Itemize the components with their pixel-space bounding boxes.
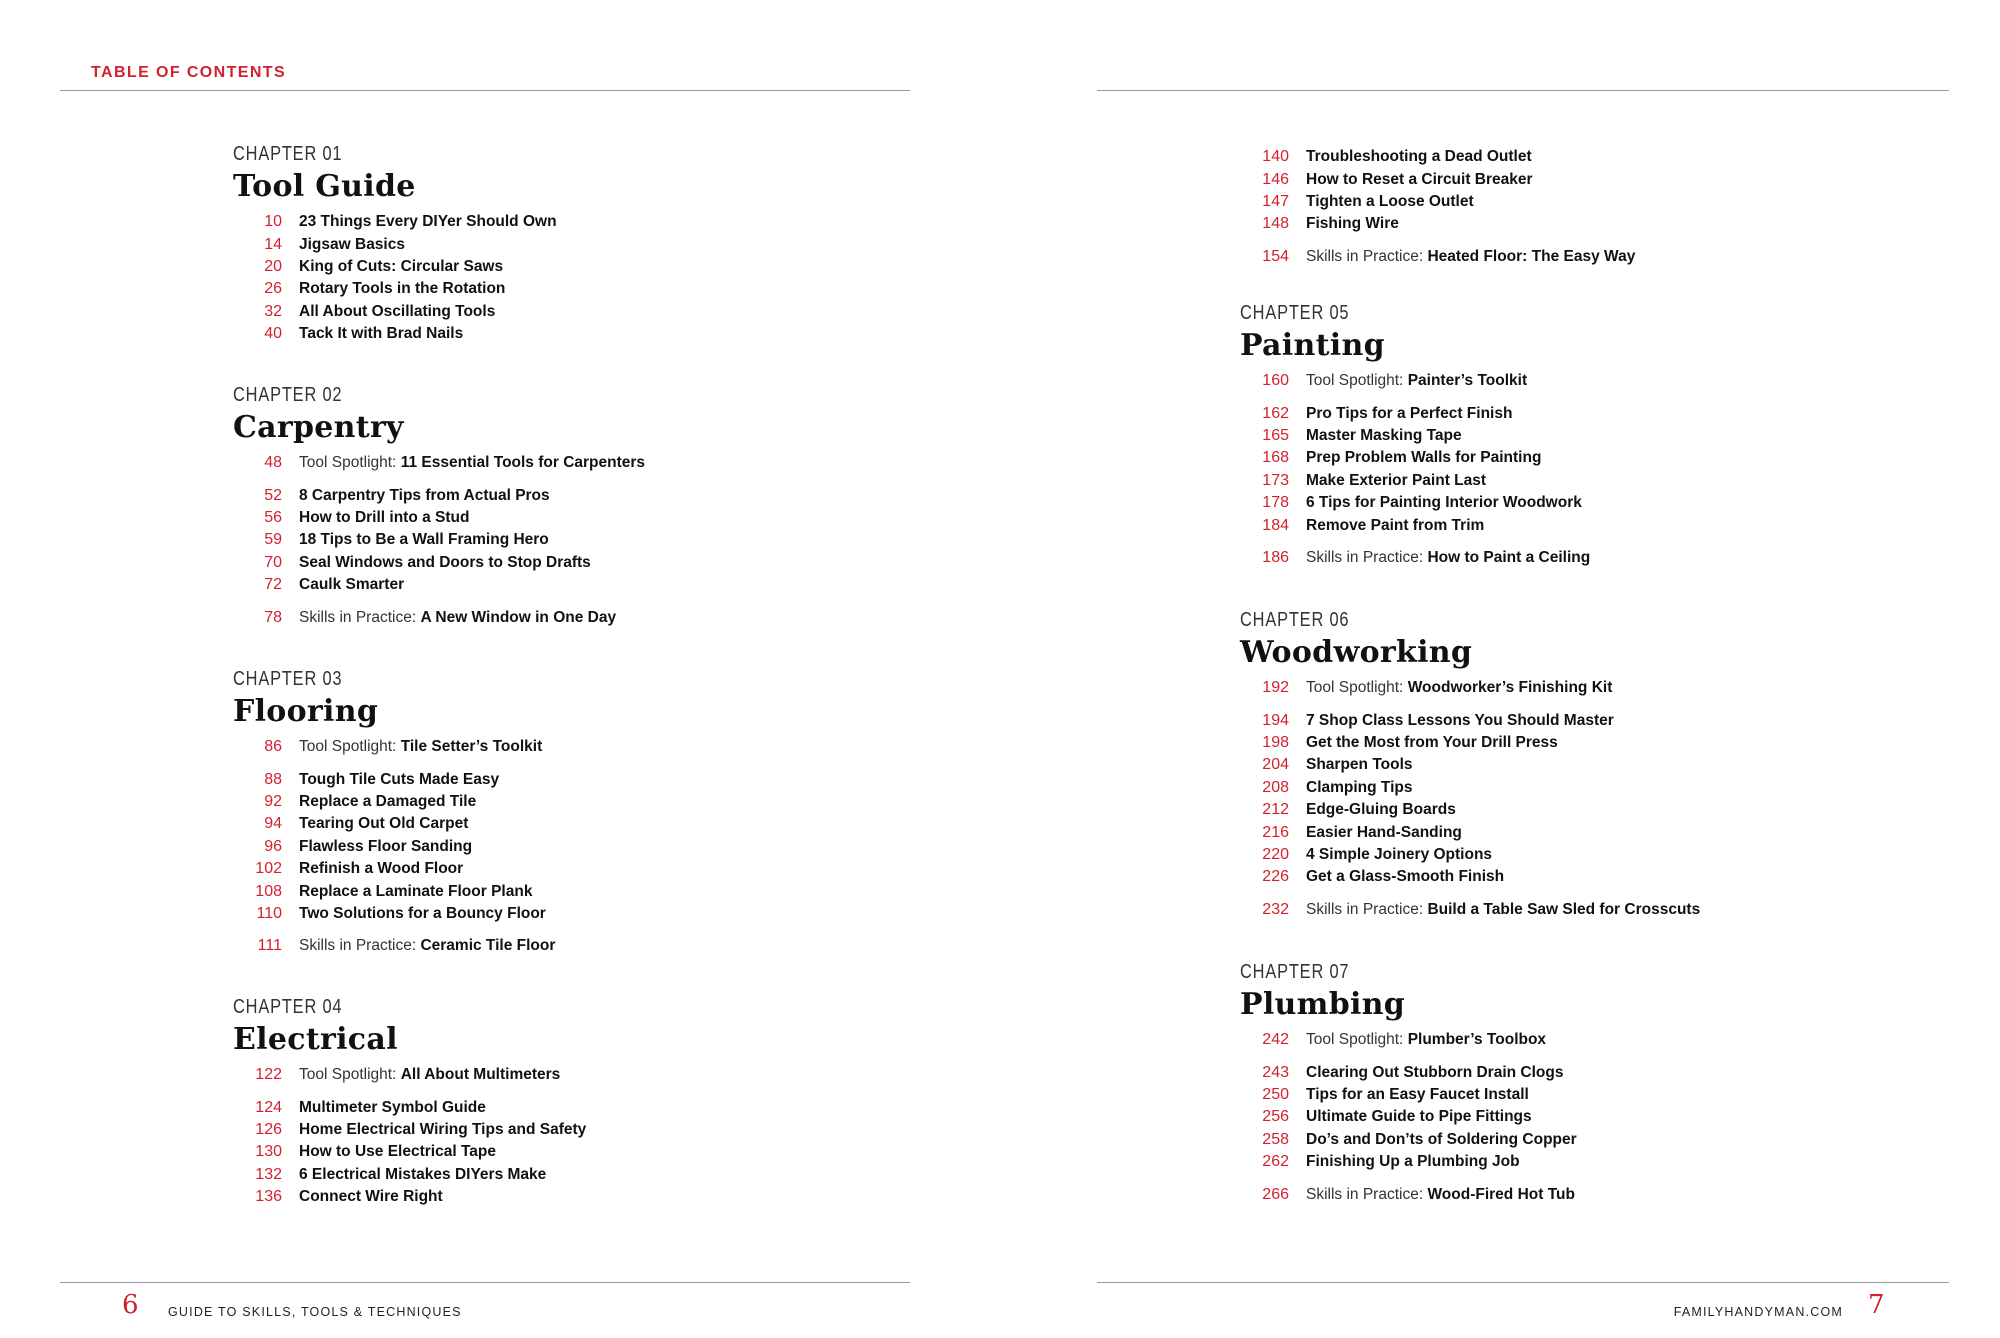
toc-entry[interactable] [233, 935, 555, 957]
entry-title [1306, 449, 1541, 467]
toc-entry[interactable] [1240, 1151, 1577, 1173]
entry-text: Replace a Damaged Tile [299, 792, 477, 810]
entry-text: 4 Simple Joinery Options [1306, 845, 1493, 863]
entry-page-number: 192 [1262, 679, 1289, 697]
toc-entry[interactable] [233, 1186, 586, 1208]
entry-text: Seal Windows and Doors to Stop Drafts [299, 553, 591, 571]
entry-text: Caulk Smarter [299, 576, 405, 594]
entry-list [233, 1064, 586, 1208]
toc-entry[interactable] [233, 736, 555, 758]
entry-page-number: 148 [1262, 215, 1289, 233]
toc-entry[interactable] [1240, 168, 1635, 190]
entry-title [1306, 517, 1484, 535]
toc-entry[interactable] [1240, 470, 1590, 492]
entry-text: 7 Shop Class Lessons You Should Master [1306, 711, 1614, 729]
entry-text: How to Paint a Ceiling [1427, 548, 1591, 566]
entry-page-number: 10 [264, 213, 282, 231]
entry-text: Easier Hand-Sanding [1306, 823, 1462, 841]
top-rule-right [1097, 90, 1949, 91]
entry-page-number: 52 [264, 486, 282, 504]
toc-entry[interactable] [233, 836, 555, 858]
entry-text: Ultimate Guide to Pipe Fittings [1306, 1108, 1532, 1126]
entry-prefix: Skills in Practice: [1306, 548, 1428, 566]
entry-title [1306, 756, 1413, 774]
entry-text: Build a Table Saw Sled for Crosscuts [1427, 900, 1701, 918]
entry-page-number: 258 [1262, 1130, 1289, 1148]
entry-list [1240, 1029, 1577, 1206]
entry-page-number: 173 [1262, 471, 1289, 489]
entry-title [299, 815, 468, 833]
entry-text: King of Cuts: Circular Saws [299, 257, 504, 275]
chapter-05 [1240, 302, 1590, 569]
entry-page-number: 56 [264, 508, 282, 526]
entry-text: Tough Tile Cuts Made Easy [299, 770, 500, 788]
toc-entry[interactable] [1240, 1106, 1577, 1128]
chapter-03 [233, 668, 555, 958]
entry-list [233, 452, 645, 629]
entry-text: Get a Glass-Smooth Finish [1306, 868, 1505, 886]
entry-title [1306, 427, 1462, 445]
toc-entry[interactable] [1240, 1183, 1577, 1205]
entry-text: All About Multimeters [400, 1066, 561, 1084]
entry-title [1306, 679, 1612, 697]
entry-title [1306, 193, 1474, 211]
toc-entry[interactable] [1240, 547, 1590, 569]
entry-page-number: 262 [1262, 1153, 1289, 1171]
entry-page-number: 216 [1262, 823, 1289, 841]
chapter-label: CHAPTER 01 [233, 143, 343, 165]
entry-text: 8 Carpentry Tips from Actual Pros [299, 486, 550, 504]
entry-title [1306, 779, 1413, 797]
entry-text: Do’s and Don’ts of Soldering Copper [1306, 1130, 1577, 1148]
entry-title [299, 325, 463, 343]
chapter-label: CHAPTER 04 [233, 996, 343, 1018]
entry-text: Clamping Tips [1306, 778, 1413, 796]
entry-text: Prep Problem Walls for Painting [1306, 449, 1542, 467]
entry-page-number: 40 [264, 325, 282, 343]
entry-text: Replace a Laminate Floor Plank [299, 882, 533, 900]
entry-title [299, 213, 557, 231]
entry-title [299, 905, 546, 923]
entry-text: Troubleshooting a Dead Outlet [1306, 148, 1532, 166]
toc-entry[interactable] [1240, 821, 1700, 843]
entry-text: Master Masking Tape [1306, 426, 1462, 444]
bottom-rule-left [60, 1282, 910, 1283]
chapter-label: CHAPTER 06 [1240, 609, 1350, 631]
entry-page-number: 184 [1262, 516, 1289, 534]
toc-entry[interactable] [1240, 799, 1700, 821]
entry-page-number: 250 [1262, 1085, 1289, 1103]
toc-entry[interactable] [233, 606, 645, 628]
toc-entry[interactable] [1240, 213, 1635, 235]
bottom-rule-right [1097, 1282, 1949, 1283]
toc-entry[interactable] [233, 301, 557, 323]
entry-page-number: 194 [1262, 711, 1289, 729]
entry-prefix: Tool Spotlight: [299, 738, 401, 756]
toc-heading: TABLE OF CONTENTS [91, 64, 287, 81]
entry-text: Edge-Gluing Boards [1306, 801, 1456, 819]
entry-text: Tighten a Loose Outlet [1306, 192, 1474, 210]
entry-title [1306, 171, 1533, 189]
entry-page-number: 232 [1262, 900, 1289, 918]
entry-page-number: 242 [1262, 1031, 1289, 1049]
entry-title [1306, 494, 1582, 512]
entry-text: How to Drill into a Stud [299, 508, 470, 526]
entry-title [1306, 734, 1558, 752]
toc-entry[interactable] [233, 233, 557, 255]
entry-text: Rotary Tools in the Rotation [299, 280, 506, 298]
entry-list [1240, 146, 1635, 268]
entry-text: Jigsaw Basics [299, 235, 405, 253]
chapter-label: CHAPTER 03 [233, 668, 343, 690]
entry-title [1306, 712, 1614, 730]
toc-entry[interactable] [233, 1141, 586, 1163]
toc-entry[interactable] [233, 452, 645, 474]
entry-text: How to Use Electrical Tape [299, 1143, 496, 1161]
chapter-label: CHAPTER 07 [1240, 961, 1350, 983]
toc-entry[interactable] [233, 484, 645, 506]
entry-text: Tearing Out Old Carpet [299, 815, 469, 833]
entry-page-number: 88 [264, 770, 282, 788]
entry-list [1240, 677, 1700, 921]
entry-text: Tack It with Brad Nails [299, 325, 464, 343]
entry-title [1306, 372, 1527, 390]
entry-text: Get the Most from Your Drill Press [1306, 733, 1558, 751]
entry-title [299, 883, 532, 901]
entry-title [1306, 824, 1462, 842]
entry-page-number: 132 [255, 1165, 282, 1183]
entry-title [299, 609, 616, 627]
footer-guide-title: GUIDE TO SKILLS, TOOLS & TECHNIQUES [168, 1305, 462, 1319]
toc-entry[interactable] [233, 858, 555, 880]
entry-text: A New Window in One Day [420, 608, 617, 626]
toc-entry[interactable] [233, 1119, 586, 1141]
chapter-07 [1240, 961, 1577, 1206]
entry-page-number: 136 [255, 1188, 282, 1206]
entry-page-number: 72 [264, 576, 282, 594]
toc-entry[interactable] [1240, 514, 1590, 536]
right-page [1000, 0, 2000, 1338]
entry-text: Sharpen Tools [1306, 756, 1413, 774]
entry-title [299, 838, 472, 856]
entry-list [233, 736, 555, 958]
toc-entry[interactable] [1240, 370, 1590, 392]
entry-title [299, 1121, 586, 1139]
entry-title [299, 771, 499, 789]
entry-title [1306, 1108, 1532, 1126]
entry-page-number: 160 [1262, 372, 1289, 390]
toc-entry[interactable] [1240, 1029, 1577, 1051]
entry-text: Home Electrical Wiring Tips and Safety [299, 1120, 587, 1138]
entry-text: Pro Tips for a Perfect Finish [1306, 404, 1513, 422]
entry-title [299, 860, 463, 878]
entry-text: Heated Floor: The Easy Way [1427, 247, 1636, 265]
entry-page-number: 204 [1262, 756, 1289, 774]
entry-title [1306, 868, 1504, 886]
toc-entry[interactable] [1240, 777, 1700, 799]
entry-prefix: Skills in Practice: [1306, 247, 1428, 265]
entry-title [299, 531, 549, 549]
entry-title [1306, 1064, 1563, 1082]
entry-text: Remove Paint from Trim [1306, 516, 1485, 534]
toc-entry[interactable] [233, 903, 555, 925]
entry-page-number: 165 [1262, 426, 1289, 444]
entry-page-number: 102 [255, 860, 282, 878]
entry-page-number: 111 [257, 937, 282, 955]
entry-title [299, 236, 405, 254]
toc-entry[interactable] [1240, 844, 1700, 866]
chapter-title: Carpentry [233, 410, 404, 445]
toc-entry[interactable] [233, 813, 555, 835]
entry-title [299, 454, 645, 472]
entry-prefix: Skills in Practice: [299, 937, 421, 955]
entry-title [1306, 549, 1590, 567]
entry-text: Tile Setter’s Toolkit [400, 738, 543, 756]
chapter-title: Flooring [233, 694, 379, 729]
entry-prefix: Skills in Practice: [299, 608, 421, 626]
entry-text: 18 Tips to Be a Wall Framing Hero [299, 531, 549, 549]
entry-page-number: 122 [255, 1066, 282, 1084]
toc-entry[interactable] [1240, 1129, 1577, 1151]
entry-page-number: 186 [1262, 548, 1289, 566]
entry-page-number: 126 [255, 1120, 282, 1138]
entry-text: Woodworker’s Finishing Kit [1407, 679, 1613, 697]
entry-page-number: 140 [1262, 148, 1289, 166]
entry-page-number: 146 [1262, 170, 1289, 188]
toc-entry[interactable] [1240, 447, 1590, 469]
chapter-02 [233, 384, 645, 629]
entry-page-number: 110 [256, 904, 282, 922]
entry-prefix: Tool Spotlight: [1306, 372, 1408, 390]
entry-title [1306, 215, 1399, 233]
chapter-label: CHAPTER 05 [1240, 302, 1350, 324]
toc-entry[interactable] [233, 507, 645, 529]
toc-entry[interactable] [233, 574, 645, 596]
entry-page-number: 96 [264, 837, 282, 855]
entry-title [299, 793, 476, 811]
entry-page-number: 168 [1262, 449, 1289, 467]
entry-title [1306, 1131, 1577, 1149]
entry-text: 6 Electrical Mistakes DIYers Make [299, 1165, 547, 1183]
entry-text: Tips for an Easy Faucet Install [1306, 1085, 1529, 1103]
entry-title [299, 554, 591, 572]
toc-entry[interactable] [1240, 754, 1700, 776]
toc-entry[interactable] [1240, 709, 1700, 731]
entry-title [1306, 801, 1456, 819]
toc-entry[interactable] [1240, 402, 1590, 424]
entry-page-number: 26 [264, 280, 282, 298]
entry-title [1306, 1153, 1520, 1171]
toc-entry[interactable] [1240, 732, 1700, 754]
toc-entry[interactable] [233, 552, 645, 574]
entry-text: Refinish a Wood Floor [299, 860, 464, 878]
entry-title [299, 1066, 560, 1084]
toc-entry[interactable] [1240, 492, 1590, 514]
entry-page-number: 154 [1262, 247, 1289, 265]
entry-page-number: 20 [264, 257, 282, 275]
chapter-06 [1240, 609, 1700, 921]
chapter-title: Tool Guide [233, 169, 416, 204]
entry-page-number: 198 [1262, 733, 1289, 751]
entry-prefix: Skills in Practice: [1306, 900, 1428, 918]
entry-page-number: 256 [1262, 1108, 1289, 1126]
entry-text: 11 Essential Tools for Carpenters [400, 454, 646, 472]
entry-list [1240, 370, 1590, 569]
entry-text: Ceramic Tile Floor [420, 937, 556, 955]
chapter-04 [233, 996, 586, 1208]
entry-title [299, 509, 470, 527]
page-number-right: 7 [1868, 1290, 1885, 1320]
entry-title [299, 1188, 443, 1206]
entry-text: Two Solutions for a Bouncy Floor [299, 904, 546, 922]
entry-title [299, 1143, 496, 1161]
toc-entry[interactable] [1240, 1061, 1577, 1083]
entry-title [299, 303, 495, 321]
entry-page-number: 86 [264, 738, 282, 756]
entry-text: 6 Tips for Painting Interior Woodwork [1306, 494, 1582, 512]
chapter-title: Woodworking [1240, 635, 1473, 670]
entry-text: 23 Things Every DIYer Should Own [299, 213, 557, 231]
entry-page-number: 226 [1262, 868, 1289, 886]
entry-page-number: 178 [1262, 494, 1289, 512]
entry-title [299, 576, 404, 594]
entry-title [1306, 148, 1532, 166]
chapter-title: Plumbing [1240, 987, 1406, 1022]
entry-page-number: 59 [264, 531, 282, 549]
toc-entry[interactable] [233, 211, 557, 233]
toc-entry[interactable] [1240, 899, 1700, 921]
toc-entry[interactable] [233, 1164, 586, 1186]
entry-text: Plumber’s Toolbox [1407, 1031, 1547, 1049]
entry-text: Multimeter Symbol Guide [299, 1098, 486, 1116]
toc-entry[interactable] [233, 791, 555, 813]
toc-entry[interactable] [233, 880, 555, 902]
entry-page-number: 108 [255, 882, 282, 900]
entry-title [1306, 1086, 1529, 1104]
entry-page-number: 220 [1262, 845, 1289, 863]
entry-title [1306, 846, 1492, 864]
entry-page-number: 32 [264, 302, 282, 320]
entry-title [1306, 1031, 1546, 1049]
entry-title [299, 487, 550, 505]
entry-text: Make Exterior Paint Last [1306, 471, 1487, 489]
toc-entry[interactable] [233, 1096, 586, 1118]
toc-entry[interactable] [1240, 425, 1590, 447]
entry-prefix: Tool Spotlight: [299, 454, 401, 472]
toc-entry[interactable] [233, 529, 645, 551]
entry-title [1306, 1186, 1575, 1204]
entry-page-number: 124 [255, 1098, 282, 1116]
entry-title [299, 937, 555, 955]
entry-text: All About Oscillating Tools [299, 302, 496, 320]
toc-entry[interactable] [1240, 1084, 1577, 1106]
entry-title [299, 738, 542, 756]
entry-page-number: 14 [264, 235, 282, 253]
entry-text: Connect Wire Right [299, 1188, 443, 1206]
toc-entry[interactable] [1240, 191, 1635, 213]
entry-prefix: Tool Spotlight: [299, 1066, 401, 1084]
toc-entry[interactable] [233, 278, 557, 300]
entry-page-number: 212 [1262, 801, 1289, 819]
entry-title [1306, 248, 1635, 266]
entry-page-number: 162 [1262, 404, 1289, 422]
entry-page-number: 147 [1262, 192, 1289, 210]
entry-page-number: 208 [1262, 778, 1289, 796]
toc-entry[interactable] [233, 323, 557, 345]
chapter-01 [233, 143, 557, 345]
entry-page-number: 130 [255, 1143, 282, 1161]
entry-page-number: 266 [1262, 1185, 1289, 1203]
entry-list [233, 211, 557, 345]
footer-website: FAMILYHANDYMAN.COM [1673, 1305, 1843, 1319]
entry-text: Painter’s Toolkit [1407, 372, 1528, 390]
entry-page-number: 78 [264, 608, 282, 626]
entry-text: How to Reset a Circuit Breaker [1306, 170, 1533, 188]
chapter-label: CHAPTER 02 [233, 384, 343, 406]
toc-entry[interactable] [1240, 677, 1700, 699]
entry-title [299, 1099, 486, 1117]
page-number-left: 6 [122, 1290, 139, 1320]
entry-prefix: Tool Spotlight: [1306, 679, 1408, 697]
entry-title [1306, 405, 1512, 423]
toc-entry[interactable] [1240, 146, 1635, 168]
entry-title [299, 280, 505, 298]
chapter-title: Electrical [233, 1022, 398, 1057]
entry-title [299, 258, 503, 276]
entry-page-number: 94 [264, 815, 282, 833]
entry-title [1306, 472, 1486, 490]
entry-title [1306, 901, 1700, 919]
entry-title [299, 1166, 546, 1184]
toc-entry[interactable] [233, 256, 557, 278]
entry-page-number: 48 [264, 454, 282, 472]
entry-prefix: Tool Spotlight: [1306, 1031, 1408, 1049]
toc-entry[interactable] [1240, 866, 1700, 888]
entry-page-number: 243 [1262, 1063, 1289, 1081]
entry-text: Flawless Floor Sanding [299, 837, 473, 855]
chapter-04-continued [1240, 146, 1635, 268]
chapter-title: Painting [1240, 328, 1385, 363]
toc-entry[interactable] [233, 768, 555, 790]
entry-text: Wood-Fired Hot Tub [1427, 1185, 1575, 1203]
entry-page-number: 70 [264, 553, 282, 571]
entry-text: Clearing Out Stubborn Drain Clogs [1306, 1063, 1564, 1081]
entry-text: Fishing Wire [1306, 215, 1399, 233]
entry-page-number: 92 [264, 792, 282, 810]
entry-text: Finishing Up a Plumbing Job [1306, 1153, 1520, 1171]
toc-entry[interactable] [233, 1064, 586, 1086]
toc-entry[interactable] [1240, 246, 1635, 268]
top-rule-left [60, 90, 910, 91]
entry-prefix: Skills in Practice: [1306, 1185, 1428, 1203]
